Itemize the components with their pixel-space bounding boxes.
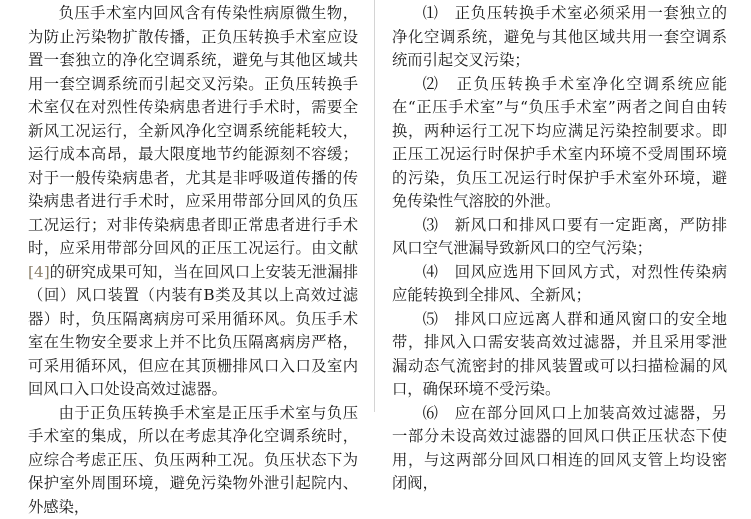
- column-divider: [374, 0, 375, 412]
- list-item-2: ⑵ 正负压转换手术室净化空调系统应能在“正压手术室”与“负压手术室”两者之间自由转换，两种运行工况下均应满足污染控制要求。即正压工况运行时保护手术室内环境不受周围环境的污染，负压工况运行时保护手术室外环境，避免传染性气溶胶的外泄。: [392, 73, 727, 214]
- list-item-5: ⑸ 排风口应远离人群和通风窗口的安全地带，排风入口需安装高效过滤器，并且采用零泄漏动态气流密封的排风装置或可以扫描检漏的风口，确保环境不受污染。: [392, 308, 727, 402]
- list-item-1: ⑴ 正负压转换手术室必须采用一套独立的净化空调系统，避免与其他区域共用一套空调系统而引起交叉污染；: [392, 2, 727, 73]
- citation-link[interactable]: [4]: [28, 263, 50, 281]
- list-item-4: ⑷ 回风应选用下回风方式，对烈性传染病应能转换到全排风、全新风；: [392, 261, 727, 308]
- left-paragraph-1: [28, 2, 358, 402]
- paragraph-text: 负压手术室内回风含有传染性病原微生物，为防止污染物扩散传播，正负压转换手术室应设置一套独立的净化空调系统，避免与其他区域共用一套空调系统而引起交叉污染。正负压转换手术室仅在对烈性传染病患者进行手术时，需要全新风工况运行，全新风净化空调系统能耗较大，运行成本高昂，最大限度地节约能源刻不容缓；对于一般传染病患者，尤其是非呼吸道传播的传染病患者进行手术时，应采用带部分回风的负压工况运行；对非传染病患者即正常患者进行手术时，应采用带部分回风的正压工况运行。由文献: [28, 4, 358, 257]
- right-column: [392, 2, 727, 496]
- list-item-6: ⑹ 应在部分回风口上加装高效过滤器，另一部分未设高效过滤器的回风口供正压状态下使用，与这两部分回风口相连的回风支管上均设密闭阀，: [392, 402, 727, 496]
- list-item-3: ⑶ 新风口和排风口要有一定距离，严防排风口空气泄漏导致新风口的空气污染；: [392, 214, 727, 261]
- paragraph-text: 的研究成果可知，当在回风口上安装无泄漏排（回）风口装置（内装有B类及其以上高效过滤器）时，负压隔离病房可采用循环风。负压手术室在生物安全要求上并不比负压隔离病房严格，可采用循环风，但应在其顶栅排风口入口及室内回风口入口处设高效过滤器。: [28, 263, 358, 399]
- left-paragraph-2: 由于正负压转换手术室是正压手术室与负压手术室的集成，所以在考虑其净化空调系统时，应综合考虑正压、负压两种工况。负压状态下为保护室外周围环境，避免污染物外泄引起院内、外感染，: [28, 402, 358, 519]
- left-column: [28, 2, 358, 519]
